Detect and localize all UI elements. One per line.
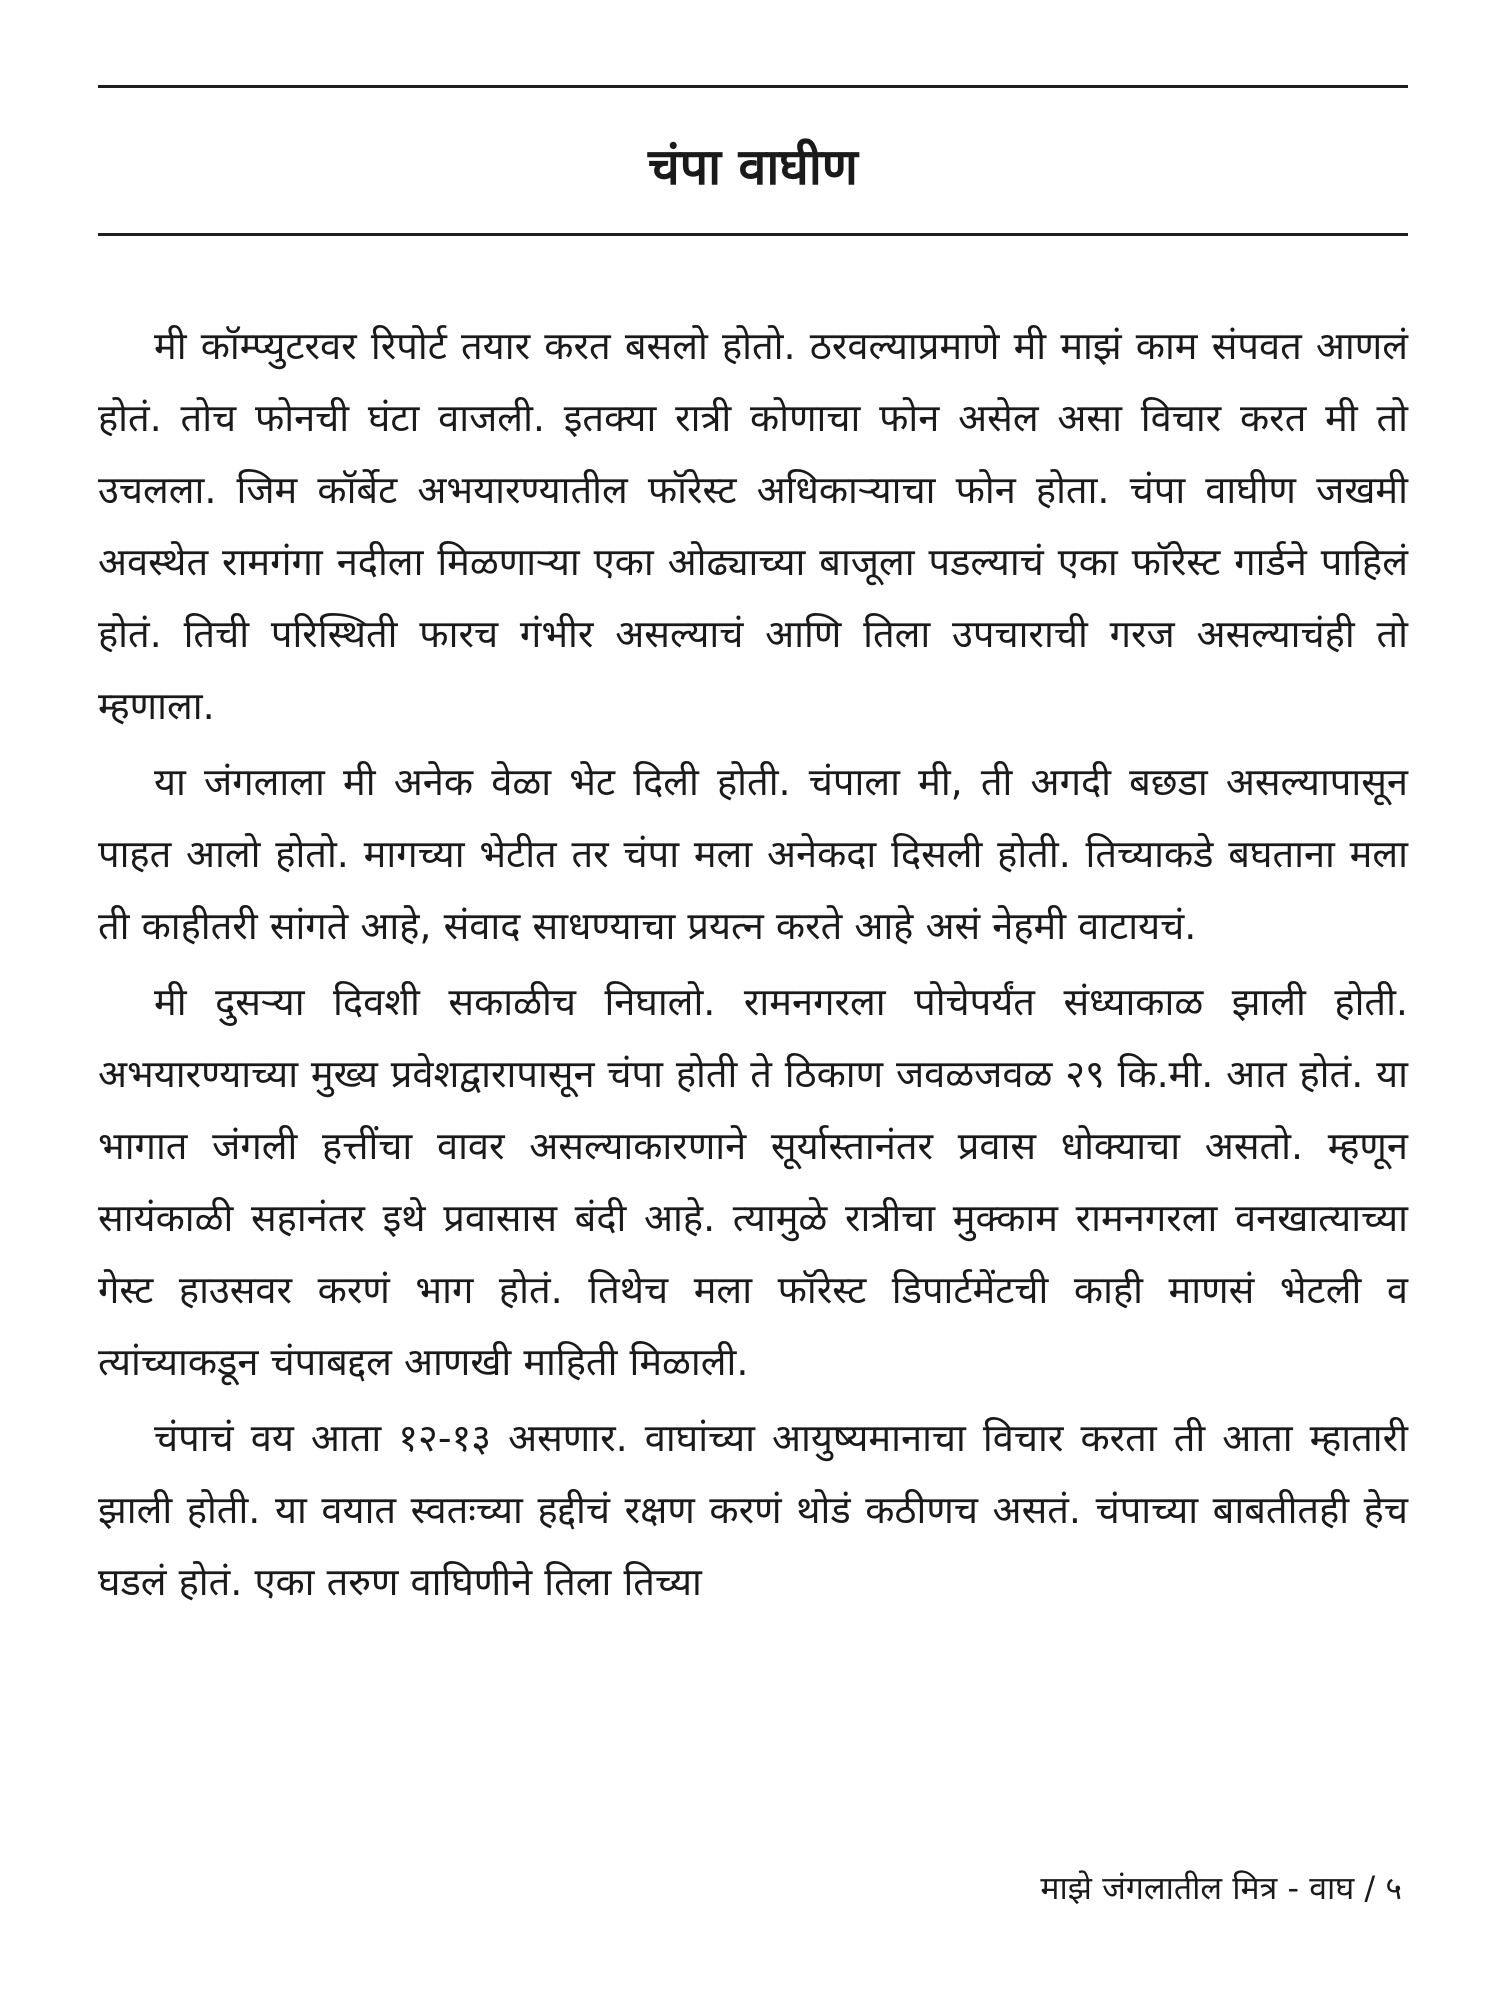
page-footer: माझे जंगलातील मित्र - वाघ / ५ xyxy=(1040,1869,1402,1907)
paragraph-2: या जंगलाला मी अनेक वेळा भेट दिली होती. चंपाला मी, ती अगदी बछडा असल्यापासून पाहत आलो होतो. मागच्या भेटीत तर चंपा मला अनेकदा दिसली होती. तिच्याकडे बघताना मला ती काहीतरी सांगते आहे, संवाद साधण्याचा प्रयत्न करते आहे असं नेहमी वाटायचं. xyxy=(98,760,1408,948)
title-top-rule xyxy=(98,85,1408,88)
paragraph-1: मी कॉम्प्युटरवर रिपोर्ट तयार करत बसलो होतो. ठरवल्याप्रमाणे मी माझं काम संपवत आणलं होतं. तोच फोनची घंटा वाजली. इतक्या रात्री कोणाचा फोन असेल असा विचार करत मी तो उचलला. जिम कॉर्बेट अभयारण्यातील फॉरेस्ट अधिकाऱ्याचा फोन होता. चंपा वाघीण जखमी अवस्थेत रामगंगा नदीला मिळणाऱ्या एका ओढ्याच्या बाजूला पडल्याचं एका फॉरेस्ट गार्डने पाहिलं होतं. तिची परिस्थिती फारच गंभीर असल्याचं आणि तिला उपचाराची गरज असल्याचंही तो म्हणाला. xyxy=(98,324,1408,728)
chapter-title: चंपा वाघीण xyxy=(648,138,858,196)
paragraph-3: मी दुसऱ्या दिवशी सकाळीच निघालो. रामनगरला पोचेपर्यंत संध्याकाळ झाली होती. अभयारण्याच्या मुख्य प्रवेशद्वारापासून चंपा होती ते ठिकाण जवळजवळ २९ कि.मी. आत होतं. या भागात जंगली हत्तींचा वावर असल्याकारणाने सूर्यास्तानंतर प्रवास धोक्याचा असतो. म्हणून सायंकाळी सहानंतर इथे प्रवासास बंदी आहे. त्यामुळे रात्रीचा मुक्काम रामनगरला वनखात्याच्या गेस्ट हाउसवर करणं भाग होतं. तिथेच मला फॉरेस्ट डिपार्टमेंटची काही माणसं भेटली व त्यांच्याकडून चंपाबद्दल आणखी माहिती मिळाली. xyxy=(98,980,1408,1384)
paragraph-4: चंपाचं वय आता १२-१३ असणार. वाघांच्या आयुष्यमानाचा विचार करता ती आता म्हातारी झाली होती. या वयात स्वतःच्या हद्दीचं रक्षण करणं थोडं कठीणच असतं. चंपाच्या बाबतीतही हेच घडलं होतं. एका तरुण वाघिणीने तिला तिच्या xyxy=(98,1416,1408,1604)
chapter-body xyxy=(98,310,1408,1622)
title-bottom-rule xyxy=(98,233,1408,236)
